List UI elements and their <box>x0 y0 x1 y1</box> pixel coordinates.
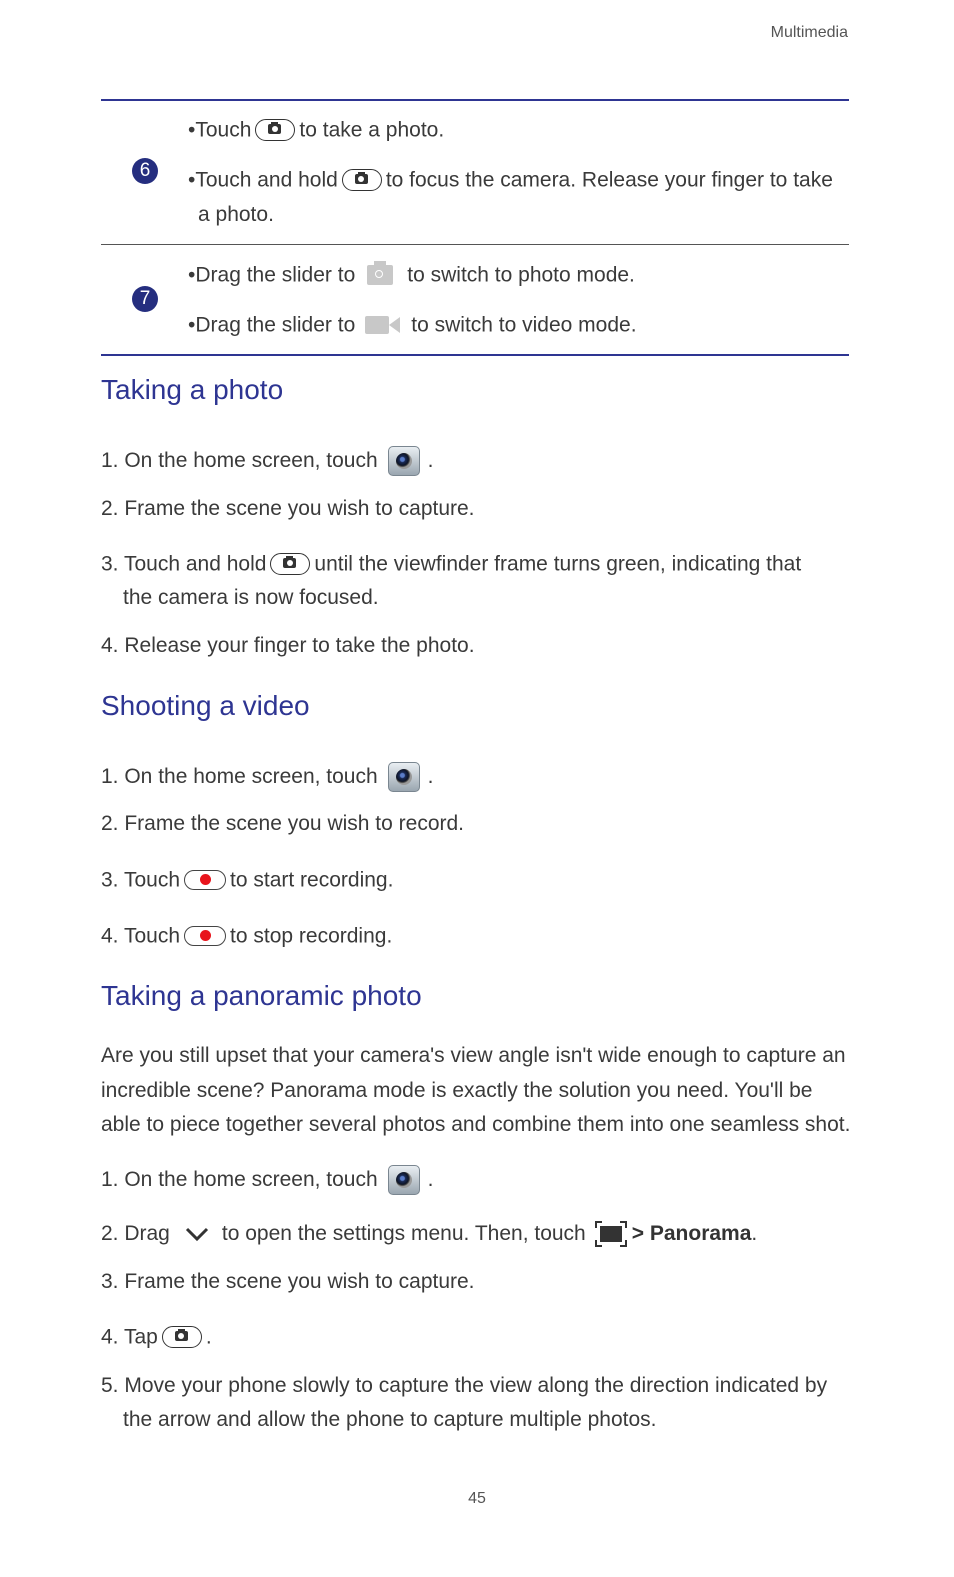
camera-shutter-icon <box>255 119 295 141</box>
section-header: Multimedia <box>770 24 848 41</box>
camera-app-icon <box>388 446 420 476</box>
photo-step-3: 3. Touch and hold until the viewfinder frame turns green, indicating that <box>101 552 802 576</box>
record-button-icon <box>184 870 226 890</box>
table-bottom-rule <box>101 354 849 356</box>
chevron-down-icon <box>184 1224 210 1244</box>
table-row-divider <box>101 244 849 245</box>
camera-app-icon <box>388 762 420 792</box>
panorama-step-4: 4. Tap . <box>101 1325 212 1349</box>
photo-step-2: 2. Frame the scene you wish to capture. <box>101 497 475 520</box>
panorama-step-2: 2. Drag to open the settings menu. Then, touch > Panorama. <box>101 1220 757 1248</box>
camera-shutter-icon <box>342 169 382 191</box>
record-button-icon <box>184 926 226 946</box>
row7-item2: •Drag the slider to to switch to video mode. <box>188 313 637 337</box>
photo-step-4: 4. Release your finger to take the photo. <box>101 634 475 657</box>
video-step-4: 4. Touch to stop recording. <box>101 924 393 948</box>
photo-step-1: 1. On the home screen, touch . <box>101 446 434 476</box>
camera-shutter-icon <box>162 1326 202 1348</box>
row6-item2: •Touch and hold to focus the camera. Release your finger to take <box>188 168 833 192</box>
capture-mode-icon <box>594 1220 628 1248</box>
panorama-intro: Are you still upset that your camera's view angle isn't wide enough to capture an incredible scene? Panorama mode is exactly the solution you need. You'll be able to piece together several photos and combine them into one seamless shot. <box>101 1044 851 1136</box>
panorama-step-3: 3. Frame the scene you wish to capture. <box>101 1270 475 1293</box>
row-number-badge-7: 7 <box>132 286 158 312</box>
heading-taking-photo: Taking a photo <box>101 374 284 405</box>
page-number: 45 <box>468 1490 486 1507</box>
row-number-badge-6: 6 <box>132 158 158 184</box>
panorama-step-1: 1. On the home screen, touch . <box>101 1165 434 1195</box>
heading-panorama: Taking a panoramic photo <box>101 980 422 1011</box>
heading-shooting-video: Shooting a video <box>101 690 310 721</box>
photo-step-3-cont: the camera is now focused. <box>123 586 379 609</box>
row6-item2-cont: a photo. <box>198 203 274 226</box>
row6-item1: •Touch to take a photo. <box>188 118 445 142</box>
table-top-rule <box>101 99 849 101</box>
camera-shutter-icon <box>270 553 310 575</box>
panorama-step-5: 5. Move your phone slowly to capture the view along the direction indicated by <box>101 1374 828 1397</box>
photo-mode-icon <box>367 265 393 285</box>
panorama-step-5-cont: the arrow and allow the phone to capture multiple photos. <box>123 1408 657 1431</box>
row7-item1: •Drag the slider to to switch to photo mode. <box>188 263 635 287</box>
video-step-3: 3. Touch to start recording. <box>101 868 394 892</box>
video-step-1: 1. On the home screen, touch . <box>101 762 434 792</box>
video-mode-icon <box>365 315 401 335</box>
camera-app-icon <box>388 1165 420 1195</box>
video-step-2: 2. Frame the scene you wish to record. <box>101 812 464 835</box>
